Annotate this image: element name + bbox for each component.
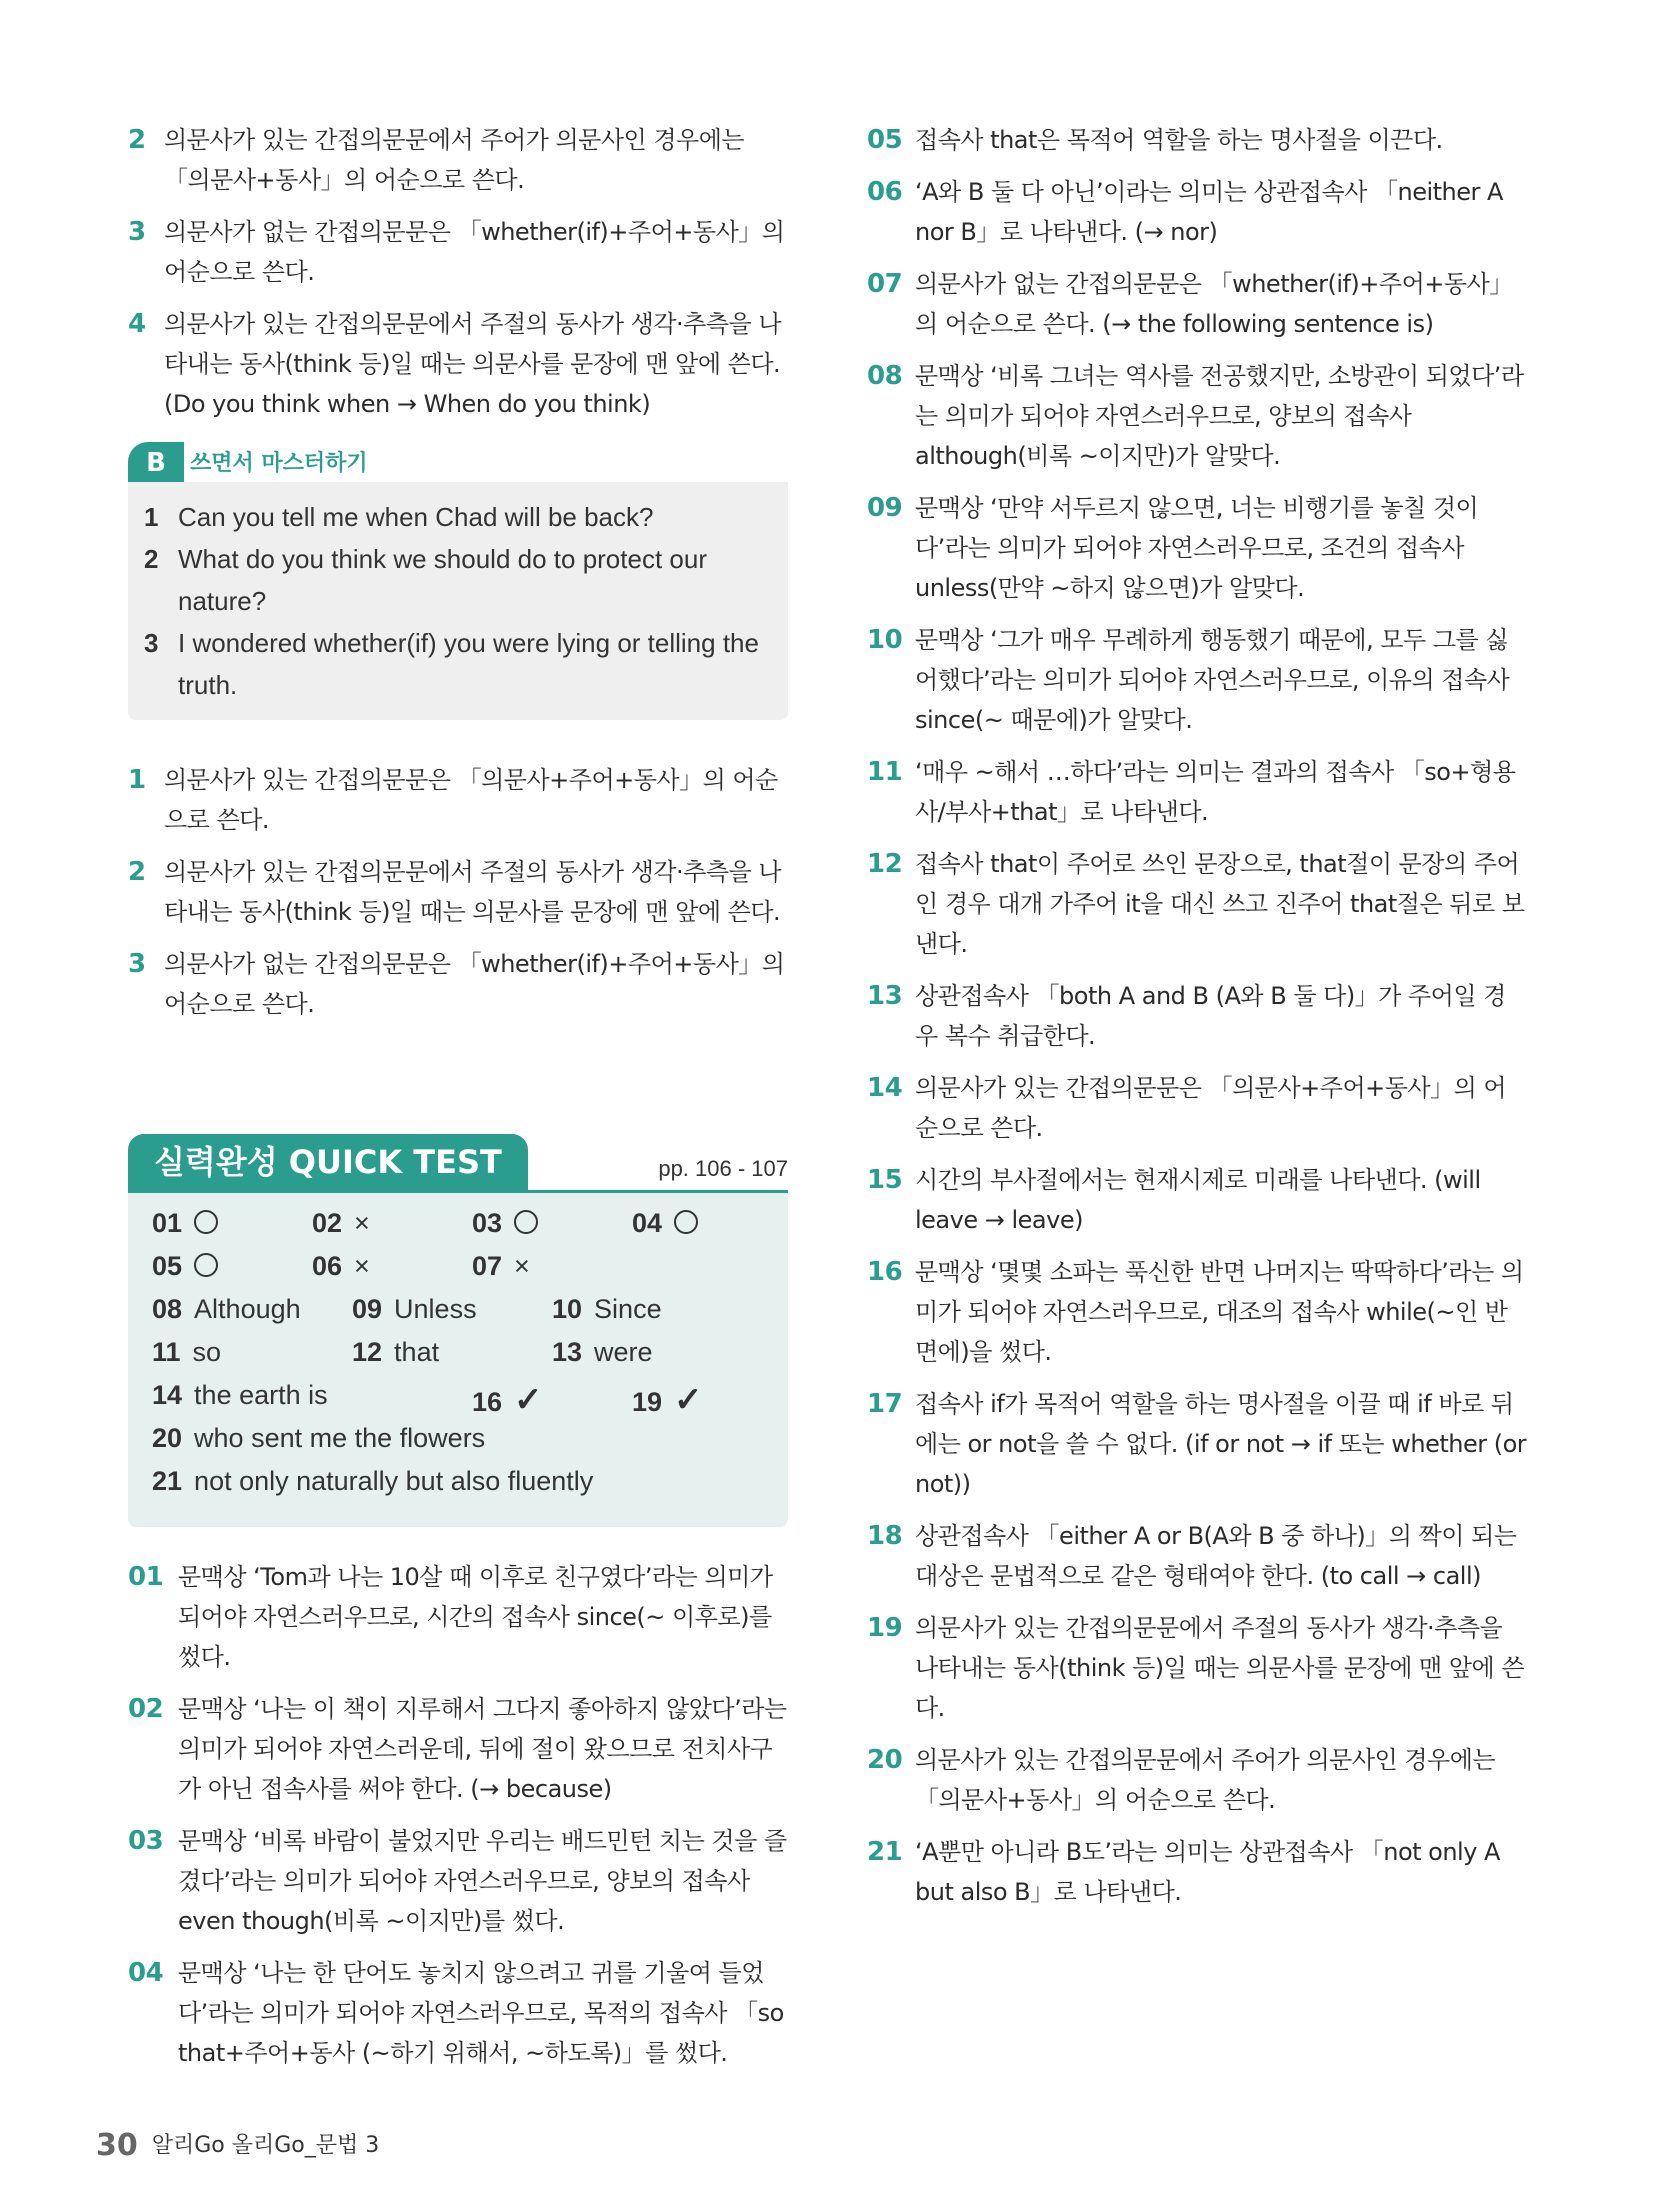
explanation-item: 10 문맥상 ‘그가 매우 무례하게 행동했기 때문에, 모두 그를 싫어했다’라는 의미가 되어야 자연스러우므로, 이유의 접속사 since(~ 때문에)가 알맞다. bbox=[867, 625, 1510, 734]
answer-row bbox=[152, 1208, 768, 1251]
explanation-item: 3 의문사가 없는 간접의문문은 「whether(if)+주어+동사」의 어순으로 쓴다. bbox=[128, 217, 785, 286]
answer-08: 08 Although bbox=[152, 1294, 301, 1324]
explanation-item: 02 문맥상 ‘나는 이 책이 지루해서 그다지 좋아하지 않았다’라는 의미가 되어야 자연스러운데, 뒤에 절이 왔으므로 전치사구가 아닌 접속사를 써야 한다. (→ because) bbox=[128, 1694, 787, 1803]
answer-05: 05 bbox=[152, 1251, 218, 1282]
answer-row bbox=[152, 1337, 768, 1380]
explanation-item: 19 의문사가 있는 간접의문문에서 주절의 동사가 생각·추측을 나타내는 동사(think 등)일 때는 의문사를 문장에 맨 앞에 쓴다. bbox=[867, 1613, 1525, 1722]
explanation-item: 4 의문사가 있는 간접의문문에서 주절의 동사가 생각·추측을 나타내는 동사(think 등)일 때는 의문사를 문장에 맨 앞에 쓴다. (Do you think when → When do you think) bbox=[128, 309, 782, 418]
section-b-answer-box bbox=[128, 482, 788, 720]
check-icon: ✓ bbox=[514, 1381, 543, 1419]
answer-11: 11 so bbox=[152, 1337, 222, 1367]
circle-mark-icon bbox=[514, 1210, 538, 1234]
explanation-item: 07 의문사가 없는 간접의문문은 「whether(if)+주어+동사」의 어순으로 쓴다. (→ the following sentence is) bbox=[867, 269, 1513, 338]
quick-test bbox=[128, 1134, 788, 1527]
explanation-item: 3 의문사가 없는 간접의문문은 「whether(if)+주어+동사」의 어순으로 쓴다. bbox=[128, 949, 785, 1018]
answer-14: 14 the earth is bbox=[152, 1380, 328, 1410]
answer-line: 3 I wondered whether(if) you were lying or telling the truth. bbox=[144, 628, 759, 700]
header-rule bbox=[128, 1190, 788, 1193]
answer-03: 03 bbox=[472, 1208, 538, 1239]
page-number: 30 bbox=[96, 2128, 138, 2163]
answer-line: 1 Can you tell me when Chad will be back? bbox=[144, 502, 654, 532]
section-b-title: 쓰면서 마스터하기 bbox=[190, 451, 368, 476]
explanation-item: 18 상관접속사 「either A or B(A와 B 중 하나)」의 짝이 되는 대상은 문법적으로 같은 형태여야 한다. (to call → call) bbox=[867, 1521, 1517, 1590]
right-column bbox=[867, 120, 1527, 1924]
answer-07: 07 × bbox=[472, 1251, 530, 1281]
explanation-item: 01 문맥상 ‘Tom과 나는 10살 때 이후로 친구였다’라는 의미가 되어야 자연스러우므로, 시간의 접속사 since(~ 이후로)를 썼다. bbox=[128, 1562, 773, 1671]
answer-row bbox=[152, 1294, 768, 1337]
section-b bbox=[128, 442, 788, 720]
answer-20: 20 who sent me the flowers bbox=[152, 1423, 486, 1453]
answer-09: 09 Unless bbox=[352, 1294, 477, 1324]
answer-01: 01 bbox=[152, 1208, 218, 1239]
quick-test-title: 실력완성 QUICK TEST bbox=[128, 1134, 528, 1190]
explanation-item: 03 문맥상 ‘비록 바람이 불었지만 우리는 배드민턴 치는 것을 즐겼다’라는 의미가 되어야 자연스러우므로, 양보의 접속사 even though(비록 ~이지만)를 썼다. bbox=[128, 1826, 787, 1935]
explanation-item: 04 문맥상 ‘나는 한 단어도 놓치지 않으려고 귀를 기울여 들었다’라는 의미가 되어야 자연스러우므로, 목적의 접속사 「so that+주어+동사 (~하기 위해서, ~하도록)」를 썼다. bbox=[128, 1958, 784, 2067]
answer-19: 19 ✓ bbox=[632, 1381, 703, 1419]
quick-test-answer-box bbox=[128, 1192, 788, 1527]
answer-row bbox=[152, 1423, 768, 1466]
explanation-item: 17 접속사 if가 목적어 역할을 하는 명사절을 이끌 때 if 바로 뒤에는 or not을 쓸 수 없다. (if or not → if 또는 whether (or not)) bbox=[867, 1389, 1527, 1498]
answer-13: 13 were bbox=[552, 1337, 653, 1367]
book-title: 알리Go 올리Go_문법 3 bbox=[151, 2133, 380, 2158]
answer-16: 16 ✓ bbox=[472, 1381, 543, 1419]
explanation-item: 21 ‘A뿐만 아니라 B도’라는 의미는 상관접속사 「not only A but also B」로 나타낸다. bbox=[867, 1837, 1500, 1906]
section-b-header bbox=[128, 442, 788, 482]
circle-mark-icon bbox=[194, 1210, 218, 1234]
answer-10: 10 Since bbox=[552, 1294, 662, 1324]
explanation-item: 15 시간의 부사절에서는 현재시제로 미래를 나타낸다. (will leave → leave) bbox=[867, 1165, 1481, 1234]
explanation-item: 1 의문사가 있는 간접의문문은 「의문사+주어+동사」의 어순으로 쓴다. bbox=[128, 765, 778, 834]
explanation-item: 09 문맥상 ‘만약 서두르지 않으면, 너는 비행기를 놓칠 것이다’라는 의미가 되어야 자연스러우므로, 조건의 접속사 unless(만약 ~하지 않으면)가 알맞다. bbox=[867, 493, 1479, 602]
explanation-item: 08 문맥상 ‘비록 그녀는 역사를 전공했지만, 소방관이 되었다’라는 의미가 되어야 자연스러우므로, 양보의 접속사 although(비록 ~이지만)가 알맞다. bbox=[867, 361, 1524, 470]
explanation-item: 2 의문사가 있는 간접의문문에서 주어가 의문사인 경우에는 「의문사+동사」의 어순으로 쓴다. bbox=[128, 125, 745, 194]
circle-mark-icon bbox=[674, 1210, 698, 1234]
explanation-item: 05 접속사 that은 목적어 역할을 하는 명사절을 이끈다. bbox=[867, 125, 1443, 155]
left-column bbox=[128, 120, 788, 2085]
answer-21: 21 not only naturally but also fluently bbox=[152, 1466, 594, 1496]
explanation-item: 16 문맥상 ‘몇몇 소파는 푹신한 반면 나머지는 딱딱하다’라는 의미가 되어야 자연스러우므로, 대조의 접속사 while(~인 반면에)을 썼다. bbox=[867, 1257, 1524, 1366]
quick-test-pages: pp. 106 - 107 bbox=[658, 1156, 788, 1181]
answer-04: 04 bbox=[632, 1208, 698, 1239]
explanation-item: 13 상관접속사 「both A and B (A와 B 둘 다)」가 주어일 경우 복수 취급한다. bbox=[867, 981, 1506, 1050]
answer-row bbox=[152, 1251, 768, 1294]
answer-row bbox=[152, 1466, 768, 1509]
explanation-item: 2 의문사가 있는 간접의문문에서 주절의 동사가 생각·추측을 나타내는 동사(think 등)일 때는 의문사를 문장에 맨 앞에 쓴다. bbox=[128, 857, 782, 926]
answer-06: 06 × bbox=[312, 1251, 370, 1281]
answer-row bbox=[152, 1380, 768, 1423]
explanation-item: 14 의문사가 있는 간접의문문은 「의문사+주어+동사」의 어순으로 쓴다. bbox=[867, 1073, 1507, 1142]
answer-02: 02 × bbox=[312, 1208, 370, 1238]
quick-test-header bbox=[128, 1134, 788, 1192]
check-icon: ✓ bbox=[674, 1381, 703, 1419]
explanation-item: 12 접속사 that이 주어로 쓰인 문장으로, that절이 문장의 주어인 경우 대개 가주어 it을 대신 쓰고 진주어 that절은 뒤로 보낸다. bbox=[867, 849, 1525, 958]
circle-mark-icon bbox=[194, 1253, 218, 1277]
explanation-item: 11 ‘매우 ~해서 …하다’라는 의미는 결과의 접속사 「so+형용사/부사+that」로 나타낸다. bbox=[867, 757, 1516, 826]
section-b-badge: B bbox=[128, 442, 184, 482]
page-footer bbox=[96, 2128, 379, 2163]
explanation-item: 20 의문사가 있는 간접의문문에서 주어가 의문사인 경우에는 「의문사+동사」의 어순으로 쓴다. bbox=[867, 1745, 1496, 1814]
answer-line: 2 What do you think we should do to protect our nature? bbox=[144, 544, 707, 616]
answer-12: 12 that bbox=[352, 1337, 440, 1367]
explanation-item: 06 ‘A와 B 둘 다 아닌’이라는 의미는 상관접속사 「neither A nor B」로 나타낸다. (→ nor) bbox=[867, 177, 1503, 246]
